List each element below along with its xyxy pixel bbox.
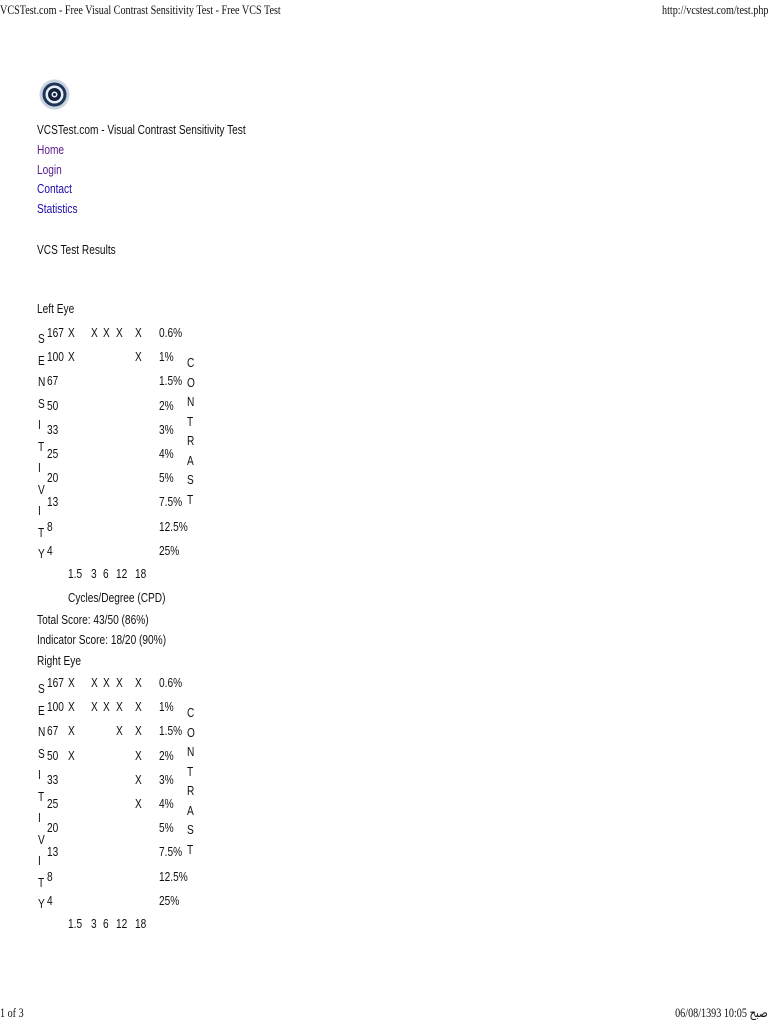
right-eye-contrast-letter: T [187, 841, 194, 857]
right-eye-cpd-value: 18 [135, 916, 147, 931]
right-eye-contrast-letter: R [187, 783, 195, 798]
right-eye-contrast-value: 1.5% [159, 723, 183, 739]
right-eye-contrast-value: 5% [159, 820, 174, 836]
right-eye-contrast-value: 3% [159, 771, 174, 787]
left-eye-sensitivity-value: 67 [47, 373, 59, 389]
left-eye-contrast-value: 1% [159, 349, 174, 365]
left-eye-contrast-value: 12.5% [159, 518, 188, 534]
nav-link-statistics[interactable]: Statistics [37, 201, 78, 216]
left-eye-contrast-value: 7.5% [159, 494, 183, 510]
right-eye-mark: X [116, 699, 123, 715]
print-header-url: http://vcstest.com/test.php [661, 2, 768, 17]
right-eye-sensitivity-value: 13 [47, 844, 59, 860]
site-title: VCSTest.com - Visual Contrast Sensitivity Test [37, 122, 246, 137]
left-eye-indicator-score: Indicator Score: 18/20 (90%) [37, 632, 167, 647]
right-eye-sensitivity-letter: I [38, 853, 41, 868]
left-eye-sensitivity-value: 8 [47, 518, 53, 534]
nav-link-home[interactable]: Home [37, 142, 65, 157]
eye-logo-icon[interactable] [39, 79, 70, 110]
right-eye-contrast-value: 12.5% [159, 868, 188, 884]
right-eye-contrast-value: 1% [159, 699, 174, 715]
right-eye-cpd-value: 6 [103, 916, 109, 931]
left-eye-sensitivity-letter: N [38, 374, 46, 389]
left-eye-contrast-letter: N [187, 394, 195, 409]
left-eye-contrast-letter: S [187, 472, 194, 487]
right-eye-sensitivity-letter: I [38, 810, 41, 825]
left-eye-contrast-value: 2% [159, 397, 174, 413]
right-eye-sensitivity-value: 4 [47, 892, 53, 908]
right-eye-contrast-letter: O [187, 724, 195, 740]
right-eye-cpd-value: 1.5 [68, 916, 83, 931]
left-eye-contrast-letter: T [187, 413, 194, 429]
right-eye-sensitivity-value: 25 [47, 796, 59, 811]
right-eye-sensitivity-value: 50 [47, 747, 59, 763]
right-eye-contrast-letter: S [187, 822, 194, 837]
right-eye-sensitivity-value: 33 [47, 771, 59, 787]
left-eye-cpd-label: Cycles/Degree (CPD) [68, 590, 166, 605]
left-eye-total-score: Total Score: 43/50 (86%) [37, 612, 149, 627]
left-eye-sensitivity-letter: V [38, 481, 45, 497]
right-eye-sensitivity-letter: T [38, 788, 45, 804]
left-eye-cpd-value: 3 [91, 566, 97, 581]
left-eye-contrast-value: 4% [159, 446, 174, 461]
right-eye-mark: X [135, 675, 142, 690]
left-eye-sensitivity-letter: I [38, 503, 41, 518]
right-eye-mark: X [68, 747, 75, 763]
left-eye-sensitivity-letter: I [38, 460, 41, 475]
right-eye-mark: X [135, 723, 142, 739]
right-eye-cpd-value: 3 [91, 916, 97, 931]
left-eye-sensitivity-letter: T [38, 438, 45, 454]
right-eye-mark: X [91, 675, 98, 690]
left-eye-sensitivity-value: 100 [47, 349, 64, 365]
right-eye-contrast-value: 0.6% [159, 675, 183, 690]
right-eye-mark: X [103, 675, 110, 690]
right-eye-mark: X [68, 675, 75, 690]
right-eye-mark: X [116, 723, 123, 739]
left-eye-sensitivity-letter: E [38, 352, 45, 368]
right-eye-mark: X [135, 796, 142, 811]
left-eye-title: Left Eye [37, 301, 75, 316]
left-eye-mark: X [68, 349, 75, 365]
right-eye-contrast-value: 2% [159, 747, 174, 763]
left-eye-mark: X [68, 325, 75, 340]
left-eye-contrast-letter: A [187, 452, 194, 468]
left-eye-sensitivity-letter: S [38, 395, 45, 411]
left-eye-sensitivity-value: 4 [47, 542, 53, 558]
print-footer-datetime: 06/08/1393 10:05 صبح [675, 1005, 768, 1020]
left-eye-contrast-letter: T [187, 491, 194, 507]
right-eye-sensitivity-letter: S [38, 745, 45, 761]
right-eye-mark: X [135, 699, 142, 715]
left-eye-mark: X [103, 325, 110, 340]
right-eye-mark: X [135, 747, 142, 763]
right-eye-sensitivity-letter: S [38, 681, 45, 696]
right-eye-contrast-letter: T [187, 763, 194, 779]
right-eye-contrast-value: 4% [159, 796, 174, 811]
print-footer-page: 1 of 3 [0, 1005, 24, 1020]
left-eye-sensitivity-value: 50 [47, 397, 59, 413]
left-eye-mark: X [91, 325, 98, 340]
left-eye-cpd-value: 6 [103, 566, 109, 581]
left-eye-contrast-letter: C [187, 355, 195, 370]
right-eye-cpd-value: 12 [116, 916, 128, 931]
left-eye-cpd-value: 12 [116, 566, 128, 581]
right-eye-contrast-value: 7.5% [159, 844, 183, 860]
right-eye-sensitivity-value: 100 [47, 699, 64, 715]
right-eye-contrast-value: 25% [159, 892, 180, 908]
left-eye-sensitivity-letter: Y [38, 546, 45, 561]
left-eye-cpd-value: 1.5 [68, 566, 83, 581]
nav-link-login[interactable]: Login [37, 162, 62, 177]
left-eye-contrast-value: 0.6% [159, 325, 183, 340]
left-eye-sensitivity-letter: S [38, 331, 45, 346]
right-eye-mark: X [103, 699, 110, 715]
right-eye-mark: X [135, 771, 142, 787]
right-eye-sensitivity-letter: E [38, 702, 45, 718]
left-eye-mark: X [116, 325, 123, 340]
left-eye-sensitivity-value: 25 [47, 446, 59, 461]
right-eye-sensitivity-letter: I [38, 767, 41, 782]
left-eye-contrast-value: 25% [159, 542, 180, 558]
nav-link-contact[interactable]: Contact [37, 181, 72, 196]
right-eye-title: Right Eye [37, 653, 81, 668]
results-title: VCS Test Results [37, 242, 116, 257]
right-eye-mark: X [68, 699, 75, 715]
left-eye-sensitivity-value: 167 [47, 325, 64, 340]
right-eye-contrast-letter: C [187, 705, 195, 720]
right-eye-sensitivity-value: 67 [47, 723, 59, 739]
right-eye-contrast-letter: N [187, 744, 195, 759]
right-eye-contrast-letter: A [187, 802, 194, 818]
left-eye-contrast-value: 1.5% [159, 373, 183, 389]
left-eye-sensitivity-letter: T [38, 524, 45, 540]
print-header-title: VCSTest.com - Free Visual Contrast Sensitivity Test - Free VCS Test [0, 2, 281, 17]
left-eye-sensitivity-value: 20 [47, 470, 59, 486]
left-eye-cpd-value: 18 [135, 566, 147, 581]
left-eye-sensitivity-value: 33 [47, 421, 59, 437]
left-eye-mark: X [135, 349, 142, 365]
right-eye-sensitivity-value: 167 [47, 675, 64, 690]
left-eye-mark: X [135, 325, 142, 340]
right-eye-sensitivity-letter: V [38, 831, 45, 847]
right-eye-mark: X [116, 675, 123, 690]
left-eye-contrast-value: 3% [159, 421, 174, 437]
right-eye-mark: X [68, 723, 75, 739]
left-eye-sensitivity-letter: I [38, 417, 41, 432]
right-eye-sensitivity-letter: T [38, 874, 45, 890]
right-eye-sensitivity-letter: Y [38, 896, 45, 911]
right-eye-sensitivity-value: 20 [47, 820, 59, 836]
left-eye-contrast-value: 5% [159, 470, 174, 486]
right-eye-mark: X [91, 699, 98, 715]
left-eye-contrast-letter: R [187, 433, 195, 448]
right-eye-sensitivity-value: 8 [47, 868, 53, 884]
left-eye-contrast-letter: O [187, 374, 195, 390]
left-eye-sensitivity-value: 13 [47, 494, 59, 510]
right-eye-sensitivity-letter: N [38, 724, 46, 739]
